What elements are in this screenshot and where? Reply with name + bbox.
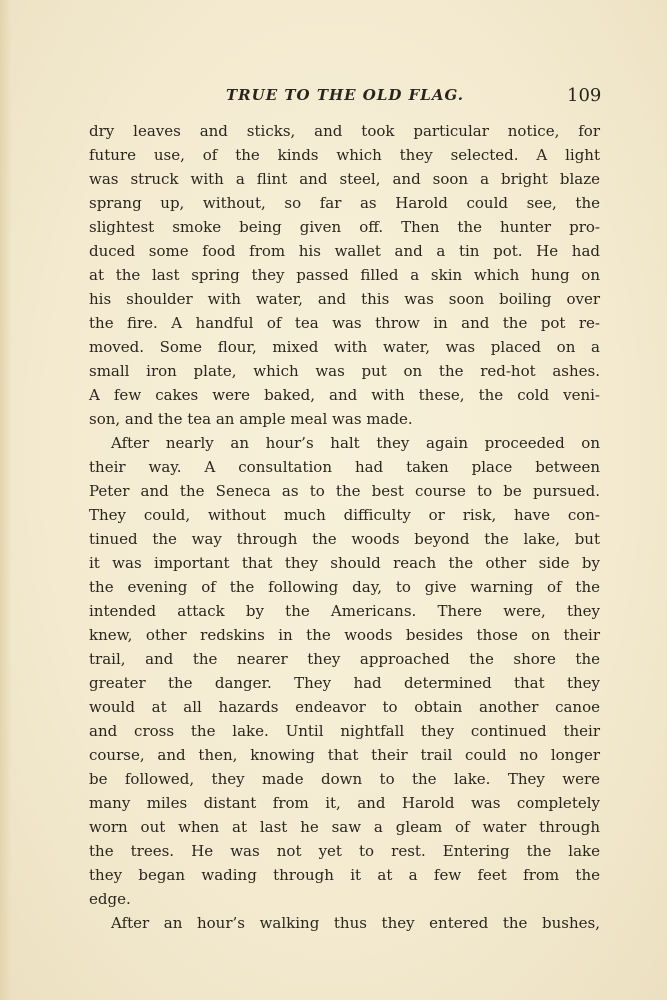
text-line: they began wading through it at a few feet from the [89, 866, 600, 884]
text-line: the evening of the following day, to give warning of the [89, 578, 600, 596]
text-line: his shoulder with water, and this was soon boiling over [89, 290, 600, 308]
body-text [89, 119, 600, 933]
running-head-title: TRUE TO THE OLD FLAG. [226, 86, 464, 104]
text-line: future use, of the kinds which they selected. A light [89, 146, 600, 164]
text-line: be followed, they made down to the lake. They were [89, 770, 600, 788]
text-line: sprang up, without, so far as Harold could see, the [89, 194, 600, 212]
text-line: greater the danger. They had determined that they [89, 674, 600, 692]
text-line: their way. A consultation had taken place between [89, 458, 600, 476]
text-line: and cross the lake. Until nightfall they continued their [89, 722, 600, 740]
text-line: intended attack by the Americans. There were, they [89, 602, 600, 620]
text-line: worn out when at last he saw a gleam of water through [89, 818, 600, 836]
text-line: After an hour’s walking thus they entered the bushes, [111, 914, 600, 932]
text-line: at the last spring they passed filled a skin which hung on [89, 266, 600, 284]
text-line: dry leaves and sticks, and took particular notice, for [89, 122, 600, 140]
running-head [0, 86, 667, 110]
text-line: A few cakes were baked, and with these, the cold veni- [89, 386, 600, 404]
text-line: would at all hazards endeavor to obtain another canoe [89, 698, 600, 716]
text-line: the fire. A handful of tea was throw in and the pot re- [89, 314, 600, 332]
text-line: trail, and the nearer they approached the shore the [89, 650, 600, 668]
text-line: slightest smoke being given off. Then the hunter pro- [89, 218, 600, 236]
text-line: moved. Some flour, mixed with water, was placed on a [89, 338, 600, 356]
text-line: tinued the way through the woods beyond the lake, but [89, 530, 600, 548]
text-line: many miles distant from it, and Harold was completely [89, 794, 600, 812]
text-line: small iron plate, which was put on the red-hot ashes. [89, 362, 600, 380]
text-line: They could, without much difficulty or risk, have con- [89, 506, 600, 524]
text-line: After nearly an hour’s halt they again proceeded on [111, 434, 600, 452]
page-number: 109 [567, 85, 602, 106]
text-line: it was important that they should reach the other side by [89, 554, 600, 572]
text-line: knew, other redskins in the woods besides those on their [89, 626, 600, 644]
text-line: son, and the tea an ample meal was made. [89, 410, 413, 428]
text-line: edge. [89, 890, 131, 908]
page-gutter-shadow [0, 0, 12, 1000]
text-line: course, and then, knowing that their trail could no longer [89, 746, 600, 764]
text-line: Peter and the Seneca as to the best course to be pursued. [89, 482, 600, 500]
text-line: the trees. He was not yet to rest. Entering the lake [89, 842, 600, 860]
text-line: was struck with a flint and steel, and soon a bright blaze [89, 170, 600, 188]
text-line: duced some food from his wallet and a tin pot. He had [89, 242, 600, 260]
